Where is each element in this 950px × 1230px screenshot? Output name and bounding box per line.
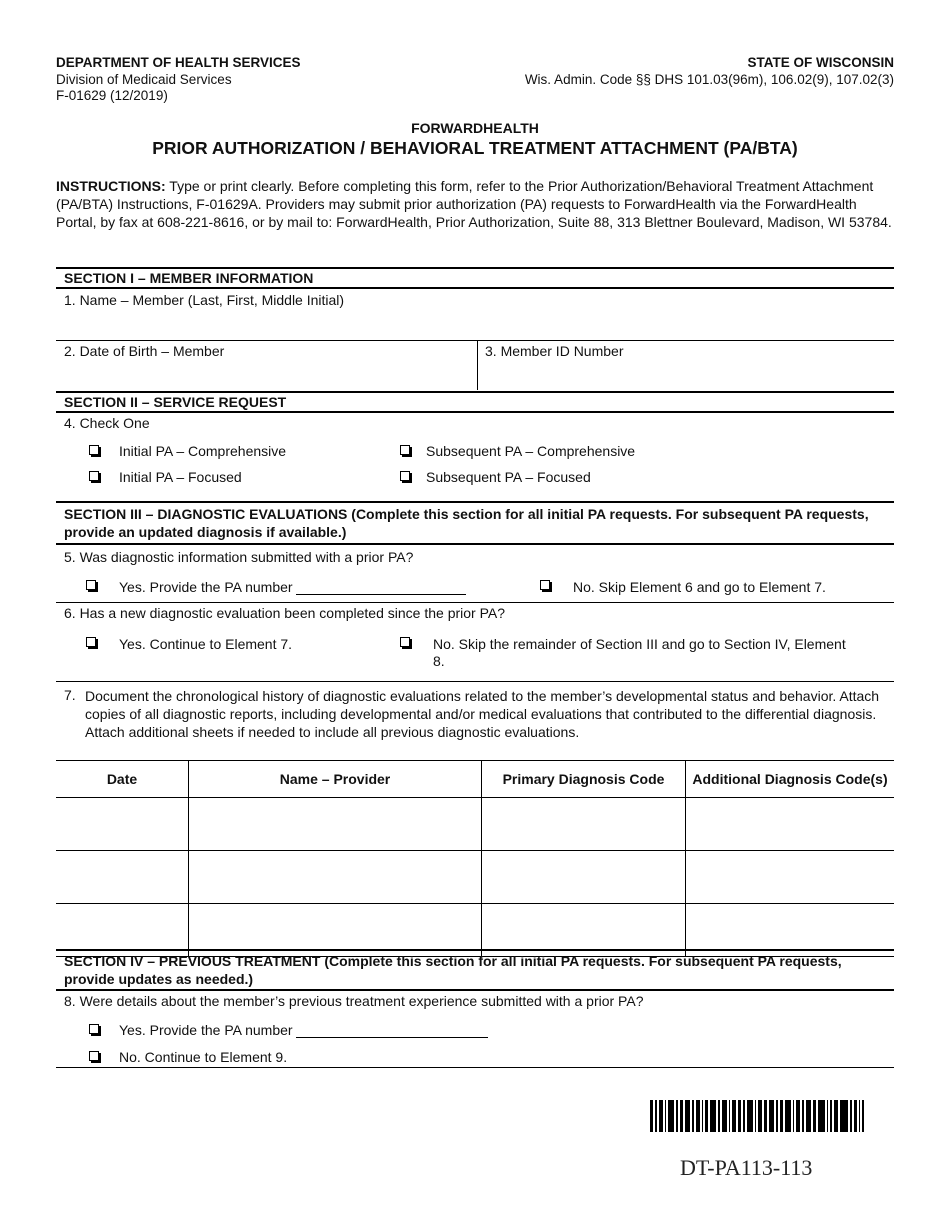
provider-cell[interactable] [189, 798, 482, 851]
subsequent-comprehensive-label: Subsequent PA – Comprehensive [426, 443, 636, 459]
element-8-no-checkbox[interactable] [89, 1051, 99, 1061]
header-left [56, 55, 301, 105]
initial-comprehensive-label: Initial PA – Comprehensive [119, 443, 287, 459]
element-7-number: 7. [64, 687, 76, 703]
table-header-row [56, 761, 894, 798]
column-additional-codes: Additional Diagnosis Code(s) [686, 761, 895, 798]
element-5-yes-option [119, 579, 466, 595]
element-6-no-label: No. Skip the remainder of Section III and go to Section IV, Element 8. [433, 636, 846, 669]
section-4-header: SECTION IV – PREVIOUS TREATMENT (Complete this section for all initial PA requests. For subsequent PA requests, provide updates as needed.) [56, 949, 894, 991]
element-5-no-checkbox[interactable] [540, 580, 550, 590]
division-name: Division of Medicaid Services [56, 71, 232, 87]
initial-focused-checkbox[interactable] [89, 471, 99, 481]
column-provider: Name – Provider [189, 761, 482, 798]
table-row [56, 798, 894, 851]
dob-label: 2. Date of Birth – Member [64, 343, 225, 359]
element-8-yes-option [119, 1022, 488, 1038]
element-6-yes-label: Yes. Continue to Element 7. [119, 636, 293, 652]
subsequent-focused-label: Subsequent PA – Focused [426, 469, 591, 485]
admin-code: Wis. Admin. Code §§ DHS 101.03(96m), 106.02(9), 107.02(3) [524, 71, 894, 87]
instructions-text: Type or print clearly. Before completing this form, refer to the Prior Authorization/Behavioral Treatment Attachment (PA/BTA) Instructions, F-01629A. Providers may submit prior authorization (PA) requests to ForwardHealth via the ForwardHealth Portal, by fax at 608-221-8616, or by mail to: ForwardHealth, Prior Authorization, Suite 88, 313 Blettner Boulevard, Madison, WI 53784. [56, 178, 892, 230]
form-number: F-01629 (12/2019) [56, 88, 168, 103]
member-id-label: 3. Member ID Number [485, 343, 624, 359]
initial-focused-label: Initial PA – Focused [119, 469, 242, 485]
section-2-header: SECTION II – SERVICE REQUEST [56, 391, 894, 413]
element-8-yes-label: Yes. Provide the PA number [119, 1022, 293, 1038]
document-code: DT-PA113-113 [680, 1155, 813, 1180]
column-primary-code: Primary Diagnosis Code [482, 761, 686, 798]
additional-code-cell[interactable] [686, 798, 895, 851]
divider [56, 602, 894, 603]
additional-code-cell[interactable] [686, 851, 895, 904]
initial-comprehensive-checkbox[interactable] [89, 445, 99, 455]
element-6-yes-checkbox[interactable] [86, 637, 96, 647]
element-8-no-label: No. Continue to Element 9. [119, 1049, 288, 1065]
element-5-no-label: No. Skip Element 6 and go to Element 7. [573, 579, 826, 595]
element-5-pa-number-field[interactable] [296, 580, 466, 595]
state-name: STATE OF WISCONSIN [747, 55, 894, 70]
check-one-label: 4. Check One [64, 415, 150, 431]
element-8-label: 8. Were details about the member’s previous treatment experience submitted with a prior PA? [64, 993, 644, 1009]
member-name-label: 1. Name – Member (Last, First, Middle Initial) [64, 292, 345, 308]
element-5-yes-checkbox[interactable] [86, 580, 96, 590]
divider [56, 1067, 894, 1068]
divider [56, 340, 894, 341]
header-right [525, 55, 894, 88]
element-8-yes-checkbox[interactable] [89, 1024, 99, 1034]
column-date: Date [56, 761, 189, 798]
instructions-label: INSTRUCTIONS: [56, 178, 166, 194]
diagnostic-evaluations-table [56, 760, 894, 957]
element-6-label: 6. Has a new diagnostic evaluation been completed since the prior PA? [64, 605, 506, 621]
table-row [56, 851, 894, 904]
element-7-label: Document the chronological history of diagnostic evaluations related to the member’s developmental status and behavior. Attach copies of all diagnostic reports, including developmental and/or medical evaluations that contributed to the differential diagnosis. Attach additional sheets if needed to include all previous diagnostic evaluations. [85, 688, 880, 740]
provider-cell[interactable] [189, 851, 482, 904]
primary-code-cell[interactable] [482, 798, 686, 851]
date-cell[interactable] [56, 798, 189, 851]
section-3-header: SECTION III – DIAGNOSTIC EVALUATIONS (Complete this section for all initial PA requests. For subsequent PA requests, provide an updated diagnosis if available.) [56, 501, 894, 545]
barcode-image [650, 1100, 870, 1132]
element-5-yes-label: Yes. Provide the PA number [119, 579, 293, 595]
section-1-header: SECTION I – MEMBER INFORMATION [56, 267, 894, 289]
element-6-no-checkbox[interactable] [400, 637, 410, 647]
subsequent-comprehensive-checkbox[interactable] [400, 445, 410, 455]
element-5-label: 5. Was diagnostic information submitted with a prior PA? [64, 549, 414, 565]
divider [56, 681, 894, 682]
instructions [56, 177, 894, 231]
date-cell[interactable] [56, 851, 189, 904]
primary-code-cell[interactable] [482, 851, 686, 904]
subsequent-focused-checkbox[interactable] [400, 471, 410, 481]
department-name: DEPARTMENT OF HEALTH SERVICES [56, 55, 301, 70]
form-title: PRIOR AUTHORIZATION / BEHAVIORAL TREATMENT ATTACHMENT (PA/BTA) [152, 138, 798, 158]
element-8-pa-number-field[interactable] [296, 1023, 488, 1038]
form-title-block [56, 120, 894, 159]
divider [477, 340, 478, 390]
program-name: FORWARDHEALTH [411, 120, 539, 136]
